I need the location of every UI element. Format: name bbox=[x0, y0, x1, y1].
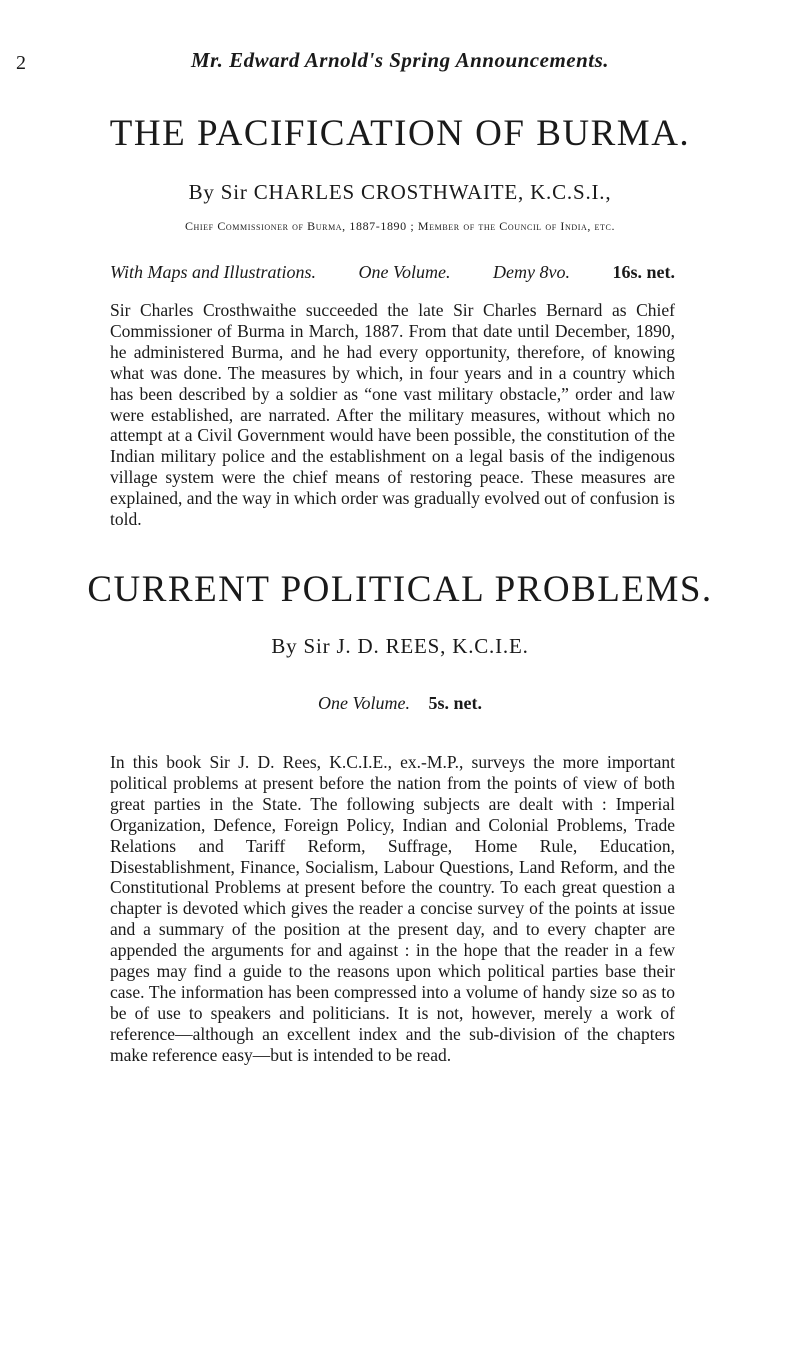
running-title: Mr. Edward Arnold's Spring Announcements. bbox=[190, 48, 610, 72]
book-details-row bbox=[110, 262, 675, 283]
book-price: 16s. net. bbox=[612, 262, 675, 282]
running-head bbox=[0, 8, 800, 74]
book-title: CURRENT POLITICAL PROBLEMS. bbox=[87, 569, 713, 610]
volume-count: One Volume. bbox=[358, 262, 451, 282]
volume-count: One Volume. bbox=[318, 693, 410, 713]
page-number: 2 bbox=[16, 52, 26, 74]
author-byline: By Sir J. D. REES, K.C.I.E. bbox=[271, 634, 529, 658]
book-details-row bbox=[0, 693, 800, 714]
book-description: Sir Charles Crosthwaithe succeeded the late Sir Charles Bernard as Chief Commissioner of Burma in March, 1887. From that date until December, 1890, he administered Burma, and he had every opportunity, therefore, of knowing what was done. The measures by which, in four years and in a country which has been described by a soldier as “one vast military obstacle,” order and law were established, are narrated. After the military measures, without which no attempt at a Civil Government would have been possible, the constitution of the Indian military police and the establishment on a legal basis of the indigenous village system were the chief means of restoring peace. These measures are explained, and the way in which order was gradually evolved out of confusion is told. bbox=[110, 300, 675, 530]
book-description: In this book Sir J. D. Rees, K.C.I.E., ex.-M.P., surveys the more important political problems at present before the nation from the points of view of both great parties in the State. The following subjects are dealt with : Imperial Organization, Defence, Foreign Policy, Indian and Colonial Problems, Trade Relations and Tariff Reform, Suffrage, Home Rule, Education, Disestablishment, Finance, Socialism, Labour Questions, Land Reform, and the Constitutional Problems at present before the country. To each great question a chapter is devoted which gives the reader a concise survey of the points at issue and a summary of the position at the present day, and to every chapter are appended the arguments for and against : in the hope that the reader in a few pages may find a guide to the reasons upon which political parties base their case. The information has been compressed into a volume of handy size so as to be of use to speakers and politicians. It is not, however, merely a work of reference—although an excellent index and the sub-division of the chapters make reference easy—but is intended to be read. bbox=[110, 752, 675, 1065]
illustrations-note: With Maps and Illustrations. bbox=[110, 262, 317, 282]
author-subtitle: Chief Commissioner of Burma, 1887-1890 ; Member of the Council of India, etc. bbox=[184, 219, 616, 233]
book-title: THE PACIFICATION OF BURMA. bbox=[109, 113, 691, 154]
author-byline: By Sir CHARLES CROSTHWAITE, K.C.S.I., bbox=[188, 180, 612, 204]
book-format: Demy 8vo. bbox=[493, 262, 570, 282]
book-price: 5s. net. bbox=[428, 693, 482, 713]
